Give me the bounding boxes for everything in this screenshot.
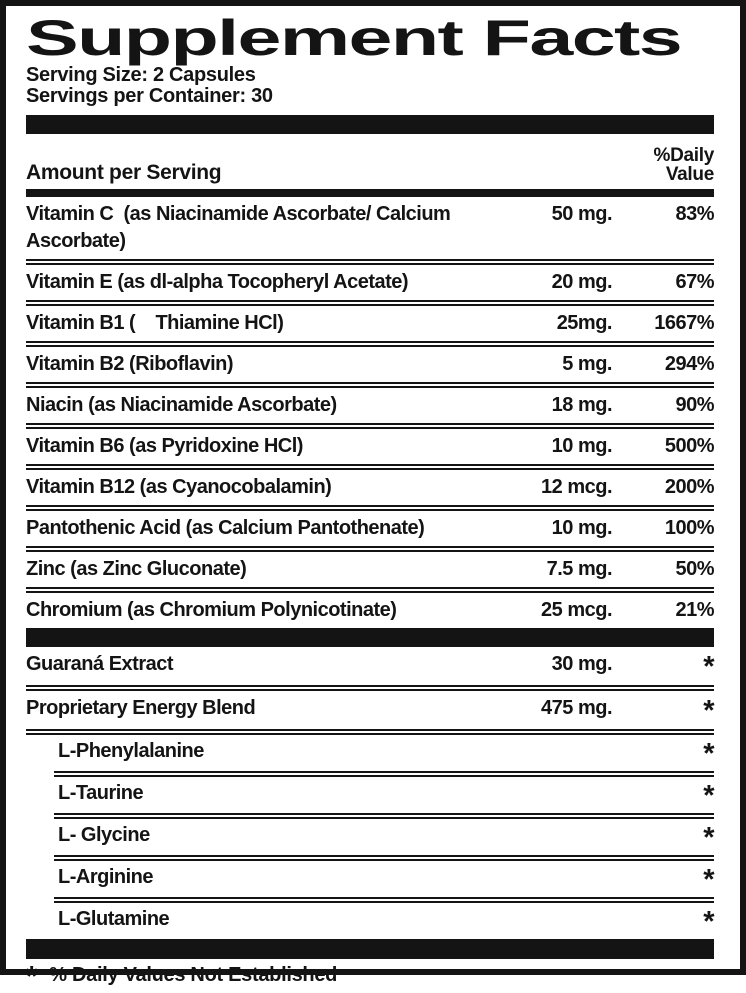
nutrient-row-vitamin-e xyxy=(26,265,714,300)
nutrient-name: Vitamin B1 ( Thiamine HCl) xyxy=(26,312,284,334)
blend-component-daily-value xyxy=(612,906,714,936)
nutrient-daily-value: 500% xyxy=(664,435,714,457)
nutrient-daily-value: 21% xyxy=(675,599,714,621)
blend-component-name: L-Arginine xyxy=(58,866,153,888)
nutrient-daily-value: 67% xyxy=(675,271,714,293)
blend-component-row-l-arginine xyxy=(26,861,714,897)
nutrient-row-vitamin-b6 xyxy=(26,429,714,464)
ingredient-name: Guaraná Extract xyxy=(26,653,174,675)
ingredient-amount: 475 mg. xyxy=(541,697,612,719)
section-divider-bar-bottom xyxy=(26,939,714,959)
nutrient-name: Vitamin B2 (Riboflavin) xyxy=(26,353,234,375)
nutrient-amount: 10 mg. xyxy=(551,435,612,457)
header-divider-bar xyxy=(26,189,714,197)
nutrient-name: Vitamin B12 (as Cyanocobalamin) xyxy=(26,476,332,498)
nutrient-name: Vitamin B6 (as Pyridoxine HCl) xyxy=(26,435,303,457)
asterisk-symbol: * xyxy=(703,864,714,896)
nutrient-amount: 50 mg. xyxy=(551,203,612,225)
nutrient-row-pantothenic-acid xyxy=(26,511,714,546)
blend-component-daily-value xyxy=(612,738,714,768)
blend-component-name: L-Glutamine xyxy=(58,908,170,930)
nutrient-row-vitamin-b12 xyxy=(26,470,714,505)
section-divider-bar-top xyxy=(26,115,714,134)
nutrient-daily-value: 294% xyxy=(664,353,714,375)
ingredient-row-guarana-extract xyxy=(26,647,714,685)
page-title xyxy=(26,11,714,65)
blend-component-row-l-glutamine xyxy=(26,903,714,939)
nutrient-row-vitamin-c xyxy=(26,197,714,259)
nutrient-row-vitamin-b1 xyxy=(26,306,714,341)
asterisk-symbol: * xyxy=(703,906,714,938)
ingredient-row-proprietary-energy-blend xyxy=(26,691,714,729)
nutrient-row-chromium xyxy=(26,593,714,628)
ingredient-daily-value xyxy=(612,695,714,725)
nutrient-name: Vitamin C (as Niacinamide Ascorbate/ Calcium Ascorbate) xyxy=(26,203,455,252)
nutrient-name: Pantothenic Acid (as Calcium Pantothenate) xyxy=(26,517,425,539)
nutrient-amount: 25 mcg. xyxy=(541,599,612,621)
blend-component-name: L- Glycine xyxy=(58,824,150,846)
blend-component-row-l-glycine xyxy=(26,819,714,855)
ingredient-name: Proprietary Energy Blend xyxy=(26,697,256,719)
nutrient-name: Chromium (as Chromium Polynicotinate) xyxy=(26,599,397,621)
nutrient-daily-value: 200% xyxy=(664,476,714,498)
amount-per-serving-header: Amount per Serving xyxy=(26,161,222,184)
footnote xyxy=(26,961,714,993)
daily-value-header-line2: Value xyxy=(665,164,714,185)
column-header-row xyxy=(26,134,714,189)
page-title-text: Supplement Facts xyxy=(26,10,682,66)
nutrient-name: Vitamin E (as dl-alpha Tocopheryl Acetate) xyxy=(26,271,409,293)
nutrient-daily-value: 100% xyxy=(664,517,714,539)
blend-component-name: L-Phenylalanine xyxy=(58,740,204,762)
nutrient-amount: 12 mcg. xyxy=(541,476,612,498)
servings-per-container: Servings per Container: 30 xyxy=(26,85,273,107)
serving-size: Serving Size: 2 Capsules xyxy=(26,64,256,86)
blend-component-daily-value xyxy=(612,780,714,810)
asterisk-symbol: * xyxy=(26,961,38,993)
nutrient-daily-value: 1667% xyxy=(654,312,714,334)
nutrient-daily-value: 83% xyxy=(675,203,714,225)
nutrient-amount: 20 mg. xyxy=(551,271,612,293)
nutrient-amount: 18 mg. xyxy=(551,394,612,416)
asterisk-symbol: * xyxy=(703,738,714,770)
nutrient-row-vitamin-b2 xyxy=(26,347,714,382)
blend-component-name: L-Taurine xyxy=(58,782,144,804)
nutrient-amount: 7.5 mg. xyxy=(546,558,612,580)
daily-value-header xyxy=(653,146,714,184)
ingredient-amount: 30 mg. xyxy=(551,653,612,675)
nutrient-amount: 25mg. xyxy=(556,312,612,334)
asterisk-symbol: * xyxy=(703,651,714,683)
asterisk-symbol: * xyxy=(703,780,714,812)
asterisk-symbol: * xyxy=(703,822,714,854)
section-divider-bar-middle xyxy=(26,628,714,647)
nutrient-amount: 5 mg. xyxy=(562,353,612,375)
blend-component-daily-value xyxy=(612,864,714,894)
blend-component-row-l-taurine xyxy=(26,777,714,813)
nutrient-daily-value: 50% xyxy=(675,558,714,580)
nutrient-name: Niacin (as Niacinamide Ascorbate) xyxy=(26,394,337,416)
nutrient-amount: 10 mg. xyxy=(551,517,612,539)
footnote-text: % Daily Values Not Established xyxy=(49,964,338,986)
nutrient-daily-value: 90% xyxy=(675,394,714,416)
nutrient-row-zinc xyxy=(26,552,714,587)
nutrient-row-niacin xyxy=(26,388,714,423)
daily-value-header-line1: %Daily xyxy=(653,145,714,166)
ingredient-daily-value xyxy=(612,651,714,681)
asterisk-symbol: * xyxy=(703,695,714,727)
nutrient-name: Zinc (as Zinc Gluconate) xyxy=(26,558,247,580)
blend-component-daily-value xyxy=(612,822,714,852)
blend-component-row-l-phenylalanine xyxy=(26,735,714,771)
